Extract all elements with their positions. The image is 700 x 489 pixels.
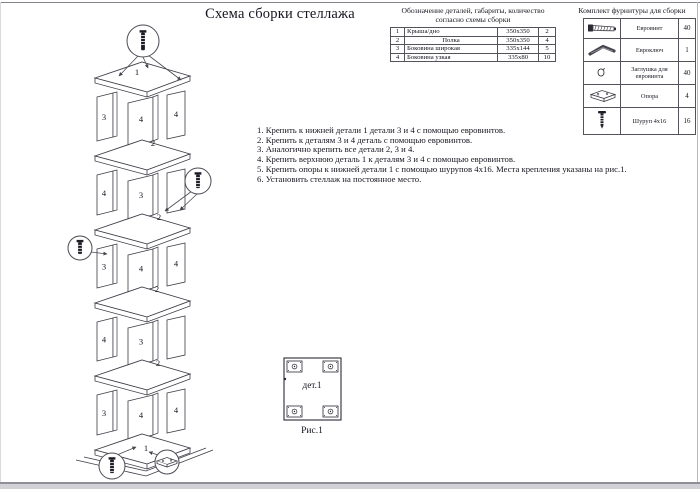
bracket-mark-dot <box>300 362 301 363</box>
instruction-step: 6. Установить стеллаж на постоянное место. <box>257 173 422 184</box>
part-label: 3 <box>101 261 107 272</box>
bracket-mark-dot <box>288 407 289 408</box>
hardware-table <box>583 18 696 135</box>
bracket-mark-dot <box>336 362 337 363</box>
part-qty: 2 <box>539 28 556 37</box>
bracket-mark-dot <box>288 370 289 371</box>
part-label: 2 <box>156 212 162 222</box>
hardware-name: Шуруп 4x16 <box>621 108 679 135</box>
part-label: 4 <box>138 114 144 124</box>
parts-table-header-line2: согласно схемы сборки <box>435 15 511 24</box>
part-label: 4 <box>173 258 179 269</box>
hardware-qty: 40 <box>679 19 696 39</box>
hardware-name: Евровинт <box>621 19 679 39</box>
part-label: 3 <box>101 408 107 418</box>
hardware-qty: 40 <box>679 62 696 85</box>
part-size: 335x144 <box>498 45 539 54</box>
table-row <box>584 19 696 39</box>
part-label: 4 <box>173 109 179 119</box>
part-qty: 5 <box>539 45 556 54</box>
foot-icon <box>586 86 618 104</box>
hardware-qty: 1 <box>679 39 696 62</box>
table-row <box>391 28 556 37</box>
instruction-step: 2. Крепить к деталям 3 и 4 деталь с помощью евровинтов. <box>257 134 473 145</box>
bracket-mark-dot <box>336 370 337 371</box>
bracket-mark-dot <box>300 415 301 416</box>
part-label: 3 <box>138 336 144 347</box>
part-number: 3 <box>391 45 405 54</box>
table-row <box>391 45 556 54</box>
page-title: Схема сборки стеллажа <box>205 6 355 22</box>
screw-hole-center <box>294 411 295 412</box>
part-name: Боковина узкая <box>405 53 498 62</box>
parts-table-header-line1: Обозначение деталей, габариты, количество <box>401 6 545 15</box>
part-name: Полка <box>405 36 498 45</box>
part-qty: 4 <box>539 36 556 45</box>
part-label: 2 <box>150 138 156 148</box>
table-row <box>584 39 696 62</box>
hardware-qty: 4 <box>679 85 696 108</box>
screw-hole-center <box>294 366 295 367</box>
hardware-qty: 16 <box>679 108 696 135</box>
instruction-step: 5. Крепить опоры к нижней детали 1 с помощью шурупов 4x16. Места крепления указаны на рис.1. <box>257 163 627 174</box>
page-border-top <box>0 2 700 3</box>
instructions-list <box>257 126 627 184</box>
part-name: Боковина широкая <box>405 45 498 54</box>
part-label: 4 <box>173 405 179 415</box>
part-label: 2 <box>155 358 161 368</box>
bracket-mark-dot <box>300 407 301 408</box>
figure-caption: Рис.1 <box>301 426 323 436</box>
table-row <box>391 53 556 62</box>
bracket-mark-dot <box>300 370 301 371</box>
part-qty: 10 <box>539 53 556 62</box>
shelf-board <box>95 360 190 395</box>
part-label: 3 <box>101 112 107 122</box>
bracket-mark-dot <box>324 370 325 371</box>
bracket-mark-dot <box>288 362 289 363</box>
bracket-mark-dot <box>336 407 337 408</box>
shelf-board <box>95 140 190 175</box>
edge-mark-dot <box>284 378 286 380</box>
part-name: Крыша/дно <box>405 28 498 37</box>
shelf-board <box>95 62 190 97</box>
bracket-mark-dot <box>336 415 337 416</box>
table-row <box>584 62 696 85</box>
bracket-mark-dot <box>324 407 325 408</box>
cap-icon <box>586 63 618 81</box>
bracket-mark-dot <box>288 415 289 416</box>
part-number: 2 <box>391 36 405 45</box>
page-border-left <box>0 2 1 483</box>
shelf-board <box>95 287 190 322</box>
part-label: 1 <box>134 67 140 77</box>
hardware-name: Евроключ <box>621 39 679 62</box>
hardware-name: Заглушка для евровинта <box>621 62 679 85</box>
part-label: 4 <box>101 188 107 198</box>
instruction-step: 4. Крепить верхнюю деталь 1 к деталям 3 и 4 с помощью евровинтов. <box>257 154 516 165</box>
part-label: 1 <box>143 443 149 453</box>
assembly-diagram-svg <box>50 14 230 488</box>
part-label: 2 <box>154 284 160 294</box>
hardware-name: Опора <box>621 85 679 108</box>
table-row <box>584 85 696 108</box>
parts-table <box>390 27 556 62</box>
bracket-mark-dot <box>324 362 325 363</box>
part-label: 4 <box>101 334 107 345</box>
euro-screw-icon <box>586 20 618 35</box>
instruction-step: 3. Аналогично крепить все детали 2, 3 и 4. <box>257 144 415 155</box>
table-row <box>391 36 556 45</box>
part-label: 4 <box>138 410 144 420</box>
part-size: 350x350 <box>498 36 539 45</box>
part-number: 4 <box>391 53 405 62</box>
instruction-step: 1. Крепить к нижней детали 1 детали 3 и 4 с помощью евровинтов. <box>257 125 506 135</box>
screw-hole-center <box>330 366 331 367</box>
hardware-table-title: Комплект фурнитуры для сборки <box>578 6 686 15</box>
shelf-board <box>95 214 190 249</box>
bracket-mark-dot <box>324 415 325 416</box>
part-number: 1 <box>391 28 405 37</box>
part-size: 335x80 <box>498 53 539 62</box>
part-label: 3 <box>138 190 144 200</box>
part-label: 4 <box>138 263 144 274</box>
detail-part-label: дет.1 <box>302 380 322 390</box>
page-border-right <box>697 2 698 483</box>
screw-hole-center <box>330 411 331 412</box>
part-size: 350x350 <box>498 28 539 37</box>
hex-key-icon <box>586 40 618 58</box>
